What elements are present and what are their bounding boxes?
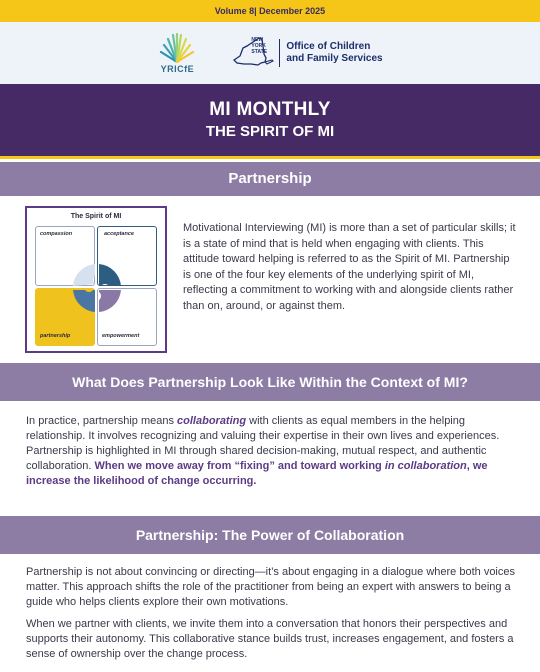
practice-paragraph xyxy=(26,414,516,489)
section-heading-text: Partnership xyxy=(228,170,312,187)
masthead xyxy=(0,84,540,159)
practice-lead: In practice, partnership means xyxy=(26,415,178,427)
issue-bar xyxy=(0,0,540,22)
quadrant-label: compassion xyxy=(40,231,73,237)
sunburst-icon xyxy=(157,33,197,63)
collaboration-paragraph-1: Partnership is not about convincing or directing—it’s about engaging in a dialogue where both voices matter. This approach shifts the role of the practitioner from being an expert with answers to being a guide who helps clients explore their own motivations. xyxy=(26,566,515,608)
ocfs-name xyxy=(286,41,382,65)
spirit-of-mi-figure xyxy=(25,206,167,353)
newsletter-title: MI MONTHLY xyxy=(209,99,331,120)
quadrant-label: partnership xyxy=(40,333,71,339)
logo-row xyxy=(0,22,540,84)
practice-emphasis: collaborating xyxy=(177,415,247,427)
newsletter-subtitle: THE SPIRIT OF MI xyxy=(205,123,335,140)
figure-title: The Spirit of MI xyxy=(70,213,122,220)
practice-rest: with clients as equal members in the helping relationship. It involves recognizing and valuing their expertise in their own lives and experiences. Partnership is highlighted in MI through shared decision-making, mutual respect, and authentic collaboration. xyxy=(26,415,500,472)
practice-bold-emphasis: in collaboration xyxy=(384,460,467,472)
section-heading-power-of-collaboration xyxy=(0,516,540,554)
ocfs-name-line2: and Family Services xyxy=(286,53,383,64)
section-heading-what-does-partnership-look-like xyxy=(0,363,540,401)
quadrant-label: empowerment xyxy=(102,333,140,339)
section-heading-partnership xyxy=(0,162,540,196)
ocfs-name-line1: Office of Children xyxy=(286,41,371,52)
issue-text: Volume 8| December 2025 xyxy=(214,6,326,16)
section-heading-text: What Does Partnership Look Like Within the Context of MI? xyxy=(72,374,468,390)
ocfs-state-text: NEW YORK STATE xyxy=(251,37,268,55)
puzzle-icon xyxy=(69,260,125,316)
quadrant-label: acceptance xyxy=(104,231,134,237)
section-heading-text: Partnership: The Power of Collaboration xyxy=(135,527,405,543)
yricfe-logo-text: YRICfE xyxy=(160,63,195,74)
ocfs-divider xyxy=(279,39,280,67)
practice-bold-1: When we move away from “fixing” and toward working xyxy=(94,460,385,472)
intro-paragraph: Motivational Interviewing (MI) is more than a set of particular skills; it is a state of mind that is held when engaging with clients. This attitude toward helping is referred to as the Spirit of MI. Partnership is one of the four key elements of the underlying spirit of MI, reflecting a commitment to working with and alongside clients rather than on, around, or against them. xyxy=(183,222,516,312)
collaboration-paragraph-2: When we partner with clients, we invite them into a conversation that honors their perspectives and supports their autonomy. This collaborative stance builds trust, increases engagement, and fosters a sense of ownership over the change process. xyxy=(26,618,514,660)
practice-bold-2: , we increase the likelihood of change occurring. xyxy=(26,460,488,487)
ocfs-logo xyxy=(231,36,382,70)
yricfe-logo xyxy=(157,33,197,74)
